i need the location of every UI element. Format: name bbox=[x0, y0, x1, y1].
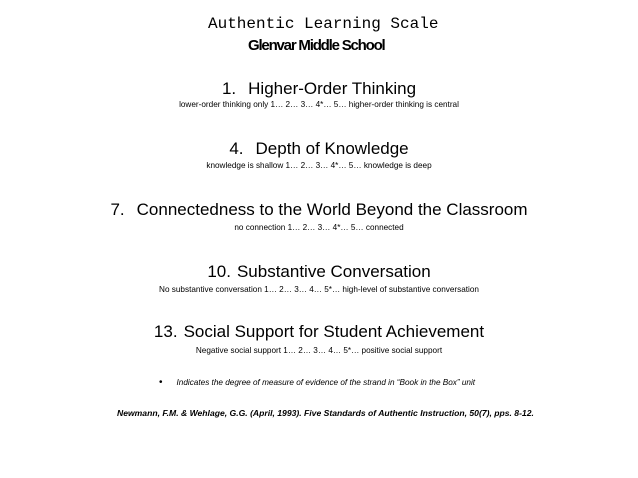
criterion-1-number: 1. bbox=[221, 79, 237, 98]
criterion-7-name: Connectedness to the World Beyond the Classroom bbox=[136, 200, 528, 219]
criterion-13-heading bbox=[0, 322, 638, 342]
criterion-13-name: Social Support for Student Achievement bbox=[183, 322, 485, 341]
criterion-1-heading bbox=[0, 79, 638, 99]
criterion-4-heading bbox=[0, 139, 638, 159]
criterion-13-scale: Negative social support 1… 2… 3… 4… 5*… positive social support bbox=[195, 346, 443, 355]
bullet-icon: • bbox=[159, 377, 163, 388]
criterion-4-name: Depth of Knowledge bbox=[255, 139, 409, 158]
criterion-4-scale: knowledge is shallow 1… 2… 3… 4*… 5… knowledge is deep bbox=[206, 161, 432, 170]
school-name: Glenvar Middle School bbox=[248, 37, 385, 54]
criterion-10-heading bbox=[0, 262, 638, 282]
criterion-7-number: 7. bbox=[110, 200, 125, 219]
asterisk-note-text: Indicates the degree of measure of evidence of the strand in “Book in the Box” unit bbox=[176, 378, 476, 387]
criterion-7-heading bbox=[0, 200, 638, 220]
criterion-4-number: 4. bbox=[229, 139, 244, 158]
asterisk-note bbox=[159, 377, 475, 388]
page-title: Authentic Learning Scale bbox=[208, 15, 439, 33]
criterion-10-name: Substantive Conversation bbox=[236, 262, 431, 281]
criterion-10-number: 10. bbox=[207, 262, 231, 281]
criterion-1-name: Higher-Order Thinking bbox=[248, 79, 417, 98]
criterion-10-scale: No substantive conversation 1… 2… 3… 4… 5*… high-level of substantive conversation bbox=[159, 285, 479, 294]
citation: Newmann, F.M. & Wehlage, G.G. (April, 1993). Five Standards of Authentic Instruction, 50(7), pps. 8-12. bbox=[117, 408, 534, 418]
criterion-7-scale: no connection 1… 2… 3… 4*… 5… connected bbox=[234, 223, 404, 232]
criterion-13-number: 13. bbox=[153, 322, 178, 341]
criterion-1-scale: lower-order thinking only 1… 2… 3… 4*… 5… higher-order thinking is central bbox=[179, 100, 459, 109]
